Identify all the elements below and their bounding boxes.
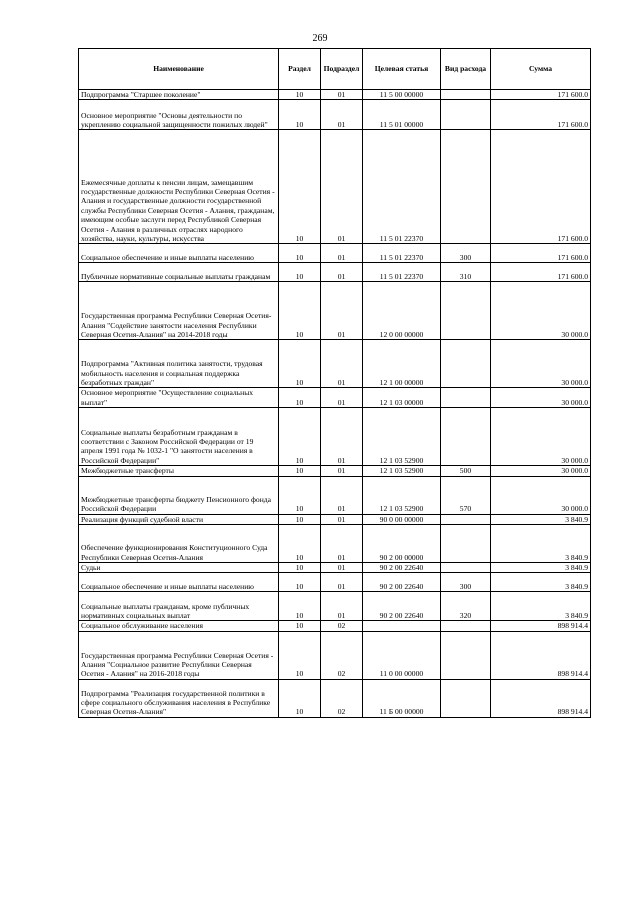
cell-target: 12 1 03 52900: [363, 466, 441, 476]
cell-sum: 30 000.0: [491, 388, 591, 408]
cell-expense: [441, 388, 491, 408]
table-row: [79, 408, 591, 466]
header-subsection: Подраздел: [321, 49, 363, 90]
cell-section: 10: [279, 592, 321, 621]
cell-name: Социальное обеспечение и иные выплаты населению: [79, 573, 279, 592]
cell-target: 12 1 03 52900: [363, 408, 441, 466]
cell-sum: 30 000.0: [491, 340, 591, 388]
table-row: [79, 514, 591, 524]
cell-subsection: 01: [321, 282, 363, 340]
cell-section: 10: [279, 408, 321, 466]
cell-expense: 500: [441, 466, 491, 476]
cell-target: 12 1 03 00000: [363, 388, 441, 408]
cell-section: 10: [279, 563, 321, 573]
cell-section: 10: [279, 282, 321, 340]
cell-target: 11 5 00 00000: [363, 90, 441, 100]
cell-sum: 898 914.4: [491, 621, 591, 631]
cell-subsection: 01: [321, 408, 363, 466]
table-row: [79, 100, 591, 130]
cell-sum: 898 914.4: [491, 679, 591, 717]
cell-section: 10: [279, 388, 321, 408]
cell-sum: 171 600.0: [491, 100, 591, 130]
cell-target: 90 2 00 00000: [363, 525, 441, 563]
cell-section: 10: [279, 621, 321, 631]
cell-expense: 300: [441, 244, 491, 263]
cell-expense: [441, 90, 491, 100]
cell-expense: [441, 621, 491, 631]
cell-target: 11 5 01 22370: [363, 244, 441, 263]
cell-section: 10: [279, 100, 321, 130]
cell-section: 10: [279, 476, 321, 514]
budget-table: [78, 48, 591, 718]
table-row: [79, 679, 591, 717]
cell-section: 10: [279, 631, 321, 679]
header-name: Наименование: [79, 49, 279, 90]
cell-sum: 3 840.9: [491, 525, 591, 563]
cell-subsection: 01: [321, 525, 363, 563]
cell-subsection: 01: [321, 340, 363, 388]
cell-sum: 171 600.0: [491, 244, 591, 263]
cell-target: 90 0 00 00000: [363, 514, 441, 524]
cell-subsection: 01: [321, 592, 363, 621]
cell-name: Межбюджетные трансферты: [79, 466, 279, 476]
cell-sum: 171 600.0: [491, 263, 591, 282]
cell-expense: 570: [441, 476, 491, 514]
cell-target: 12 1 00 00000: [363, 340, 441, 388]
cell-sum: 3 840.9: [491, 563, 591, 573]
cell-name: Публичные нормативные социальные выплаты гражданам: [79, 263, 279, 282]
cell-name: Государственная программа Республики Северная Осетия-Алания "Содействие занятости населения Республики Северная Осетия-Алания" на 2014-2018 годы: [79, 282, 279, 340]
cell-subsection: 01: [321, 563, 363, 573]
cell-subsection: 01: [321, 514, 363, 524]
cell-expense: [441, 514, 491, 524]
table-row: [79, 621, 591, 631]
cell-sum: 3 840.9: [491, 514, 591, 524]
table-row: [79, 263, 591, 282]
cell-target: 90 2 00 22640: [363, 592, 441, 621]
cell-expense: [441, 679, 491, 717]
table-row: [79, 282, 591, 340]
cell-name: Социальные выплаты гражданам, кроме публичных нормативных социальных выплат: [79, 592, 279, 621]
cell-sum: 30 000.0: [491, 282, 591, 340]
cell-expense: 310: [441, 263, 491, 282]
table-row: [79, 388, 591, 408]
cell-subsection: 01: [321, 388, 363, 408]
table-row: [79, 244, 591, 263]
cell-target: 12 0 00 00000: [363, 282, 441, 340]
table-row: [79, 90, 591, 100]
cell-subsection: 01: [321, 244, 363, 263]
cell-section: 10: [279, 525, 321, 563]
cell-target: 11 Б 00 00000: [363, 679, 441, 717]
cell-subsection: 01: [321, 100, 363, 130]
cell-name: Государственная программа Республики Северная Осетия - Алания "Социальное развитие Республики Северная Осетия - Алания" на 2016-2018 годы: [79, 631, 279, 679]
cell-expense: [441, 408, 491, 466]
cell-section: 10: [279, 514, 321, 524]
cell-name: Социальное обслуживание населения: [79, 621, 279, 631]
cell-sum: 30 000.0: [491, 476, 591, 514]
cell-expense: [441, 340, 491, 388]
cell-subsection: 01: [321, 466, 363, 476]
cell-expense: 300: [441, 573, 491, 592]
cell-name: Реализация функций судебной власти: [79, 514, 279, 524]
table-row: [79, 466, 591, 476]
cell-name: Подпрограмма "Старшее поколение": [79, 90, 279, 100]
cell-name: Основное мероприятие "Основы деятельности по укреплению социальной защищенности пожилых людей": [79, 100, 279, 130]
header-expense: Вид расхода: [441, 49, 491, 90]
cell-expense: [441, 631, 491, 679]
cell-target: 11 5 01 22370: [363, 263, 441, 282]
cell-sum: 898 914.4: [491, 631, 591, 679]
table-row: [79, 130, 591, 244]
cell-sum: 171 600.0: [491, 90, 591, 100]
cell-name: Судьи: [79, 563, 279, 573]
table-header-row: [79, 49, 591, 90]
table-row: [79, 476, 591, 514]
cell-expense: [441, 563, 491, 573]
cell-name: Ежемесячные доплаты к пенсии лицам, замещавшим государственные должности Республики Северная Осетия - Алания и государственные должности государственной службы Республики Северная Осетия - Алания, гражданам, имеющим особые заслуги перед Республикой Северная Осетия - Алания в различных отраслях народного хозяйства, науки, культуры, искусства: [79, 130, 279, 244]
cell-subsection: 02: [321, 631, 363, 679]
cell-target: 11 0 00 00000: [363, 631, 441, 679]
cell-target: 11 5 01 22370: [363, 130, 441, 244]
cell-subsection: 01: [321, 263, 363, 282]
cell-target: 90 2 00 22640: [363, 563, 441, 573]
cell-section: 10: [279, 679, 321, 717]
cell-sum: 30 000.0: [491, 466, 591, 476]
cell-subsection: 01: [321, 90, 363, 100]
cell-name: Обеспечение функционирования Конституционного Суда Республики Северная Осетия-Алания: [79, 525, 279, 563]
cell-section: 10: [279, 263, 321, 282]
header-section: Раздел: [279, 49, 321, 90]
cell-section: 10: [279, 573, 321, 592]
cell-section: 10: [279, 466, 321, 476]
cell-subsection: 02: [321, 679, 363, 717]
cell-section: 10: [279, 244, 321, 263]
cell-sum: 171 600.0: [491, 130, 591, 244]
table-row: [79, 592, 591, 621]
cell-name: Межбюджетные трансферты бюджету Пенсионного фонда Российской Федерации: [79, 476, 279, 514]
table-row: [79, 573, 591, 592]
cell-target: 12 1 03 52900: [363, 476, 441, 514]
cell-expense: [441, 130, 491, 244]
page-number: 269: [312, 33, 328, 44]
cell-target: [363, 621, 441, 631]
cell-subsection: 01: [321, 573, 363, 592]
cell-name: Социальные выплаты безработным гражданам в соответствии с Законом Российской Федерации от 19 апреля 1991 года № 1032-1 "О занятости населения в Российской Федерации": [79, 408, 279, 466]
cell-expense: [441, 525, 491, 563]
cell-expense: [441, 100, 491, 130]
cell-name: Подпрограмма "Активная политика занятости, трудовая мобильность населения и социальная поддержка безработных граждан": [79, 340, 279, 388]
table-row: [79, 525, 591, 563]
table-row: [79, 563, 591, 573]
cell-sum: 3 840.9: [491, 573, 591, 592]
cell-expense: [441, 282, 491, 340]
table-row: [79, 631, 591, 679]
cell-section: 10: [279, 90, 321, 100]
cell-name: Социальное обеспечение и иные выплаты населению: [79, 244, 279, 263]
header-sum: Сумма: [491, 49, 591, 90]
cell-section: 10: [279, 340, 321, 388]
cell-target: 90 2 00 22640: [363, 573, 441, 592]
table-row: [79, 340, 591, 388]
cell-expense: 320: [441, 592, 491, 621]
cell-target: 11 5 01 00000: [363, 100, 441, 130]
cell-name: Подпрограмма "Реализация государственной политики в сфере социального обслуживания населения в Республике Северная Осетия-Алания": [79, 679, 279, 717]
cell-section: 10: [279, 130, 321, 244]
cell-subsection: 02: [321, 621, 363, 631]
cell-subsection: 01: [321, 476, 363, 514]
cell-sum: 3 840.9: [491, 592, 591, 621]
header-target: Целевая статья: [363, 49, 441, 90]
cell-name: Основное мероприятие "Осуществление социальных выплат": [79, 388, 279, 408]
cell-subsection: 01: [321, 130, 363, 244]
cell-sum: 30 000.0: [491, 408, 591, 466]
